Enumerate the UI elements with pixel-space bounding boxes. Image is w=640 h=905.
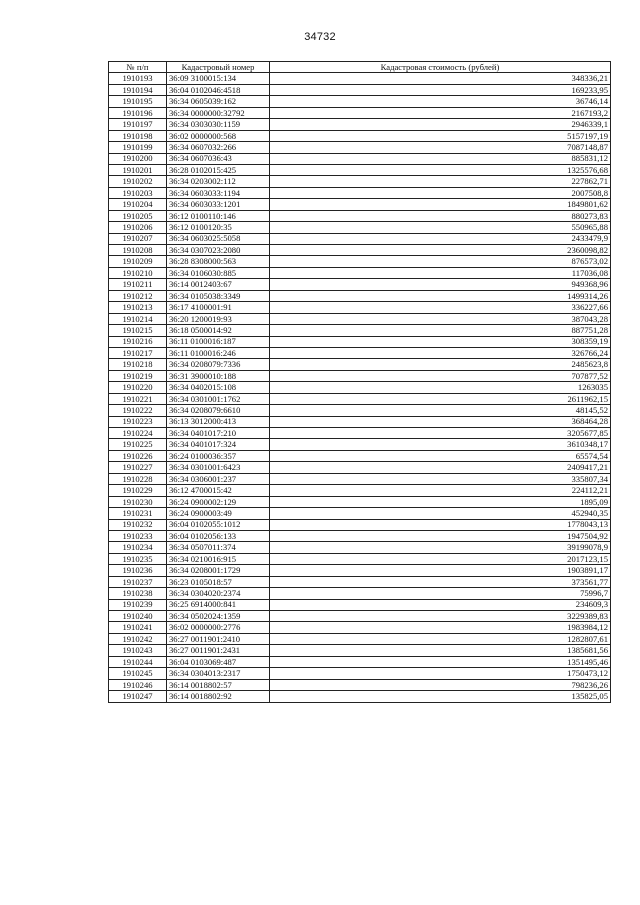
row-index-cell: 1910226 [109,450,167,461]
row-index-cell: 1910242 [109,633,167,644]
cadastral-number-cell: 36:28 8308000:563 [167,256,270,267]
cadastral-value-cell: 452940,35 [270,508,611,519]
cadastral-number-cell: 36:34 0304013:2317 [167,668,270,679]
row-index-cell: 1910209 [109,256,167,267]
cadastral-value-cell: 1778043,13 [270,519,611,530]
cadastral-value-cell: 75996,7 [270,588,611,599]
table-row [109,199,611,210]
table-row [109,450,611,461]
cadastral-value-cell: 326766,24 [270,347,611,358]
row-index-cell: 1910220 [109,382,167,393]
cadastral-number-cell: 36:09 3100015:134 [167,73,270,84]
cadastral-number-cell: 36:34 0208001:1729 [167,565,270,576]
cadastral-number-cell: 36:34 0301001:1762 [167,393,270,404]
table-row [109,313,611,324]
table-row [109,679,611,690]
cadastral-number-cell: 36:24 0900002:129 [167,496,270,507]
cadastral-value-cell: 1895,09 [270,496,611,507]
row-index-cell: 1910214 [109,313,167,324]
cadastral-number-cell: 36:34 0000000:32792 [167,107,270,118]
cadastral-number-cell: 36:34 0208079:7336 [167,359,270,370]
table-row [109,153,611,164]
cadastral-value-cell: 1351495,46 [270,656,611,667]
row-index-cell: 1910208 [109,245,167,256]
table-row [109,405,611,416]
cadastral-value-cell: 2360098,82 [270,245,611,256]
table-row [109,553,611,564]
table-row [109,130,611,141]
cadastral-value-cell: 39199078,9 [270,542,611,553]
row-index-cell: 1910225 [109,439,167,450]
row-index-cell: 1910231 [109,508,167,519]
table-row [109,187,611,198]
row-index-cell: 1910194 [109,84,167,95]
table-row [109,473,611,484]
row-index-cell: 1910239 [109,599,167,610]
table-row [109,462,611,473]
cadastral-number-cell: 36:34 0605039:162 [167,96,270,107]
cadastral-number-cell: 36:14 0018802:57 [167,679,270,690]
row-index-cell: 1910219 [109,370,167,381]
cadastral-value-cell: 2167193,2 [270,107,611,118]
column-header-cadastral-number: Кадастровый номер [167,62,270,73]
cadastral-value-cell: 885831,12 [270,153,611,164]
table-row [109,359,611,370]
cadastral-value-cell: 227862,71 [270,176,611,187]
row-index-cell: 1910247 [109,691,167,702]
cadastral-number-cell: 36:34 0402015:108 [167,382,270,393]
row-index-cell: 1910240 [109,611,167,622]
cadastral-number-cell: 36:24 0100036:357 [167,450,270,461]
cadastral-number-cell: 36:12 4700015:42 [167,485,270,496]
table-row [109,508,611,519]
row-index-cell: 1910237 [109,576,167,587]
cadastral-number-cell: 36:27 0011901:2410 [167,633,270,644]
cadastral-value-cell: 2433479,9 [270,233,611,244]
cadastral-number-cell: 36:34 0106030:885 [167,267,270,278]
cadastral-number-cell: 36:04 0102055:1012 [167,519,270,530]
cadastral-number-cell: 36:34 0301001:6423 [167,462,270,473]
cadastral-value-cell: 368464,28 [270,416,611,427]
row-index-cell: 1910195 [109,96,167,107]
row-index-cell: 1910206 [109,222,167,233]
cadastral-value-cell: 308359,19 [270,336,611,347]
row-index-cell: 1910218 [109,359,167,370]
cadastral-number-cell: 36:34 0303030:1159 [167,119,270,130]
cadastral-number-cell: 36:34 0607036:43 [167,153,270,164]
row-index-cell: 1910243 [109,645,167,656]
table-row [109,668,611,679]
cadastral-value-cell: 1983984,12 [270,622,611,633]
cadastral-value-cell: 949368,96 [270,279,611,290]
table-row [109,485,611,496]
cadastral-value-cell: 2946339,1 [270,119,611,130]
cadastral-number-cell: 36:14 0012403:67 [167,279,270,290]
cadastral-value-cell: 550965,88 [270,222,611,233]
cadastral-number-cell: 36:34 0507011:374 [167,542,270,553]
cadastral-number-cell: 36:34 0203002:112 [167,176,270,187]
table-row [109,256,611,267]
cadastral-number-cell: 36:12 0100120:35 [167,222,270,233]
row-index-cell: 1910224 [109,428,167,439]
cadastral-value-cell: 348336,21 [270,73,611,84]
cadastral-value-cell: 373561,77 [270,576,611,587]
table-row [109,290,611,301]
cadastral-value-cell: 798236,26 [270,679,611,690]
table-row [109,382,611,393]
cadastral-number-cell: 36:31 3900010:188 [167,370,270,381]
cadastral-number-cell: 36:34 0304020:2374 [167,588,270,599]
row-index-cell: 1910212 [109,290,167,301]
row-index-cell: 1910196 [109,107,167,118]
row-index-cell: 1910199 [109,142,167,153]
row-index-cell: 1910217 [109,347,167,358]
cadastral-number-cell: 36:25 6914000:841 [167,599,270,610]
cadastral-value-cell: 1263035 [270,382,611,393]
cadastral-number-cell: 36:13 3012000:413 [167,416,270,427]
cadastral-number-cell: 36:34 0603033:1194 [167,187,270,198]
row-index-cell: 1910221 [109,393,167,404]
cadastral-number-cell: 36:34 0105038:3349 [167,290,270,301]
column-header-index: № п/п [109,62,167,73]
table-row [109,267,611,278]
cadastral-number-cell: 36:34 0306001:237 [167,473,270,484]
table-row [109,302,611,313]
row-index-cell: 1910236 [109,565,167,576]
cadastral-value-cell: 2409417,21 [270,462,611,473]
row-index-cell: 1910229 [109,485,167,496]
table-row [109,588,611,599]
row-index-cell: 1910222 [109,405,167,416]
cadastral-value-cell: 876573,02 [270,256,611,267]
table-row [109,565,611,576]
table-row [109,336,611,347]
cadastral-number-cell: 36:04 0102056:133 [167,530,270,541]
table-row [109,233,611,244]
cadastral-value-cell: 1282807,61 [270,633,611,644]
cadastral-value-cell: 7087148,87 [270,142,611,153]
cadastral-number-cell: 36:02 0000000:568 [167,130,270,141]
cadastral-number-cell: 36:04 0103069:487 [167,656,270,667]
table-row [109,439,611,450]
cadastral-number-cell: 36:34 0208079:6610 [167,405,270,416]
table-row [109,222,611,233]
row-index-cell: 1910193 [109,73,167,84]
row-index-cell: 1910205 [109,210,167,221]
cadastral-value-cell: 2007508,8 [270,187,611,198]
cadastral-number-cell: 36:34 0603025:5058 [167,233,270,244]
row-index-cell: 1910207 [109,233,167,244]
cadastral-number-cell: 36:27 0011901:2431 [167,645,270,656]
cadastral-number-cell: 36:02 0000000:2776 [167,622,270,633]
cadastral-value-cell: 1849801,62 [270,199,611,210]
table-row [109,164,611,175]
row-index-cell: 1910223 [109,416,167,427]
table-row [109,691,611,702]
cadastral-value-cell: 1385681,56 [270,645,611,656]
cadastral-number-cell: 36:04 0102046:4518 [167,84,270,95]
cadastral-number-cell: 36:24 0900003:49 [167,508,270,519]
cadastral-value-cell: 1750473,12 [270,668,611,679]
cadastral-number-cell: 36:23 0105018:57 [167,576,270,587]
cadastral-value-cell: 1947504,92 [270,530,611,541]
cadastral-value-cell: 2485623,8 [270,359,611,370]
page-number: 34732 [304,31,336,43]
cadastral-value-cell: 1903891,17 [270,565,611,576]
row-index-cell: 1910213 [109,302,167,313]
cadastral-value-cell: 3610348,17 [270,439,611,450]
row-index-cell: 1910244 [109,656,167,667]
table-row [109,119,611,130]
table-row [109,347,611,358]
row-index-cell: 1910211 [109,279,167,290]
cadastral-value-cell: 707877,52 [270,370,611,381]
table-row [109,279,611,290]
table-row [109,622,611,633]
cadastral-value-table [108,61,611,703]
table-row [109,393,611,404]
cadastral-value-cell: 135825,05 [270,691,611,702]
table-row [109,210,611,221]
row-index-cell: 1910235 [109,553,167,564]
row-index-cell: 1910210 [109,267,167,278]
row-index-cell: 1910215 [109,325,167,336]
table-row [109,645,611,656]
cadastral-value-cell: 1325576,68 [270,164,611,175]
row-index-cell: 1910241 [109,622,167,633]
cadastral-number-cell: 36:12 0100110:146 [167,210,270,221]
table-row [109,84,611,95]
row-index-cell: 1910245 [109,668,167,679]
cadastral-number-cell: 36:34 0603033:1201 [167,199,270,210]
column-header-cadastral-value: Кадастровая стоимость (рублей) [270,62,611,73]
header-row [109,62,611,73]
cadastral-value-cell: 3229389,83 [270,611,611,622]
row-index-cell: 1910200 [109,153,167,164]
cadastral-number-cell: 36:18 0500014:92 [167,325,270,336]
table-row [109,142,611,153]
cadastral-value-cell: 887751,28 [270,325,611,336]
row-index-cell: 1910216 [109,336,167,347]
table-row [109,107,611,118]
table-row [109,576,611,587]
table-row [109,176,611,187]
cadastral-number-cell: 36:34 0210016:915 [167,553,270,564]
cadastral-value-cell: 169233,95 [270,84,611,95]
cadastral-number-cell: 36:34 0401017:210 [167,428,270,439]
table-row [109,599,611,610]
table-row [109,96,611,107]
cadastral-number-cell: 36:34 0502024:1359 [167,611,270,622]
row-index-cell: 1910203 [109,187,167,198]
cadastral-value-cell: 336227,66 [270,302,611,313]
cadastral-value-cell: 880273,83 [270,210,611,221]
cadastral-value-cell: 5157197,19 [270,130,611,141]
row-index-cell: 1910234 [109,542,167,553]
cadastral-number-cell: 36:17 4100001:91 [167,302,270,313]
cadastral-value-cell: 65574,54 [270,450,611,461]
row-index-cell: 1910228 [109,473,167,484]
row-index-cell: 1910246 [109,679,167,690]
row-index-cell: 1910233 [109,530,167,541]
row-index-cell: 1910197 [109,119,167,130]
cadastral-number-cell: 36:28 0102015:425 [167,164,270,175]
table-row [109,542,611,553]
row-index-cell: 1910202 [109,176,167,187]
row-index-cell: 1910230 [109,496,167,507]
table-row [109,530,611,541]
cadastral-number-cell: 36:34 0607032:266 [167,142,270,153]
cadastral-number-cell: 36:11 0100016:187 [167,336,270,347]
cadastral-number-cell: 36:34 0307023:2080 [167,245,270,256]
cadastral-number-cell: 36:34 0401017:324 [167,439,270,450]
table-row [109,73,611,84]
cadastral-value-cell: 36746,14 [270,96,611,107]
table-row [109,611,611,622]
cadastral-number-cell: 36:20 1200019:93 [167,313,270,324]
cadastral-value-cell: 387043,28 [270,313,611,324]
cadastral-value-cell: 117036,08 [270,267,611,278]
cadastral-value-cell: 1499314,26 [270,290,611,301]
table-row [109,656,611,667]
table-row [109,496,611,507]
cadastral-value-cell: 234609,3 [270,599,611,610]
table-row [109,325,611,336]
table-row [109,633,611,644]
table-row [109,416,611,427]
row-index-cell: 1910201 [109,164,167,175]
cadastral-value-cell: 2017123,15 [270,553,611,564]
cadastral-value-cell: 335807,34 [270,473,611,484]
table-row [109,245,611,256]
row-index-cell: 1910238 [109,588,167,599]
row-index-cell: 1910227 [109,462,167,473]
table-row [109,519,611,530]
cadastral-number-cell: 36:11 0100016:246 [167,347,270,358]
table-row [109,428,611,439]
table-body [109,73,611,702]
row-index-cell: 1910198 [109,130,167,141]
table-header [109,62,611,73]
cadastral-value-cell: 48145,52 [270,405,611,416]
cadastral-value-cell: 3205677,85 [270,428,611,439]
table-row [109,370,611,381]
cadastral-number-cell: 36:14 0018802:92 [167,691,270,702]
row-index-cell: 1910204 [109,199,167,210]
cadastral-value-cell: 2611962,15 [270,393,611,404]
cadastral-value-cell: 224112,21 [270,485,611,496]
row-index-cell: 1910232 [109,519,167,530]
